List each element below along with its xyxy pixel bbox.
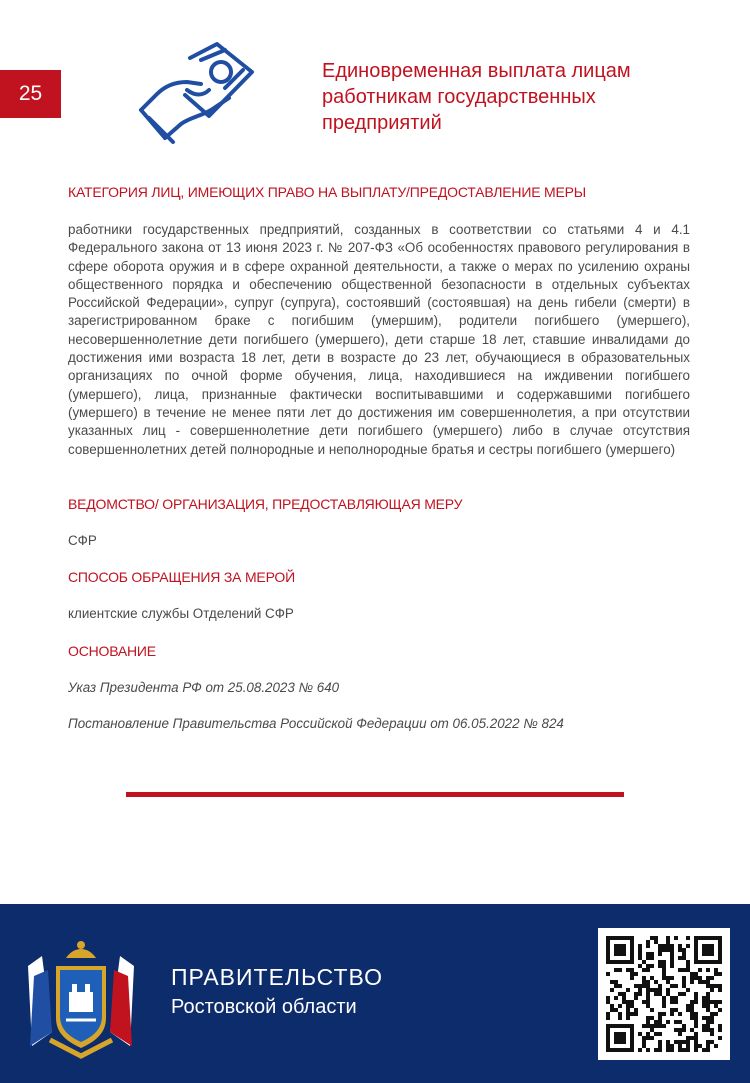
government-subtitle: Ростовской области bbox=[171, 996, 357, 1018]
footer bbox=[0, 904, 750, 1083]
basis-doc-1: Указ Президента РФ от 25.08.2023 № 640 bbox=[68, 680, 340, 695]
qr-code[interactable] bbox=[598, 928, 730, 1060]
page-number-badge bbox=[0, 70, 61, 118]
hand-with-money-icon bbox=[135, 38, 260, 150]
basis-doc-2: Постановление Правительства Российской Федерации от 06.05.2022 № 824 bbox=[68, 716, 564, 731]
category-heading: КАТЕГОРИЯ ЛИЦ, ИМЕЮЩИХ ПРАВО НА ВЫПЛАТУ/ПРЕДОСТАВЛЕНИЕ МЕРЫ bbox=[68, 184, 586, 200]
agency-heading: ВЕДОМСТВО/ ОРГАНИЗАЦИЯ, ПРЕДОСТАВЛЯЮЩАЯ МЕРУ bbox=[68, 496, 463, 512]
coat-of-arms-icon bbox=[22, 936, 140, 1060]
agency-text: СФР bbox=[68, 533, 97, 548]
government-title: ПРАВИТЕЛЬСТВО bbox=[171, 964, 383, 990]
method-text: клиентские службы Отделений СФР bbox=[68, 606, 294, 621]
basis-heading: ОСНОВАНИЕ bbox=[68, 643, 156, 659]
category-text: работники государственных предприятий, созданных в соответствии со статьями 4 и 4.1 Федерального закона от 13 июня 2023 г. № 207-ФЗ «Об особенностях правового регулирования в сфере оборота оружия и в сфере охранной деятельности, а также о мерах по усилению охраны общественного порядка и обеспечению общественной безопасности в отдельных субъектах Российской Федерации», супруг (супруга), состоявший (состоявшая) на день гибели (смерти) в зарегистрированном браке с погибшим (умершим), родители погибшего (умершего), несовершеннолетние дети погибшего (умершего), дети старше 18 лет, ставшие инвалидами до достижения ими возраста 18 лет, дети в возрасте до 23 лет, обучающиеся в образовательных организациях по очной форме обучения, лица, находившиеся на иждивении погибшего (умершего), лица, признанные фактически воспитывавшими и содержавшими погибшего (умершего) в течение не менее пяти лет до достижения им совершеннолетия, а при отсутствии указанных лиц - совершеннолетние дети погибшего (умершего) либо в случае отсутствия совершеннолетних детей полнородные и неполнородные братья и сестры погибшего (умершего) bbox=[68, 222, 690, 457]
method-heading: СПОСОБ ОБРАЩЕНИЯ ЗА МЕРОЙ bbox=[68, 569, 295, 585]
qr-code-icon bbox=[598, 928, 730, 1060]
page-number: 25 bbox=[18, 82, 43, 105]
red-divider bbox=[126, 792, 624, 797]
page-title: Единовременная выплата лицам работникам государственных предприятий bbox=[322, 60, 631, 134]
